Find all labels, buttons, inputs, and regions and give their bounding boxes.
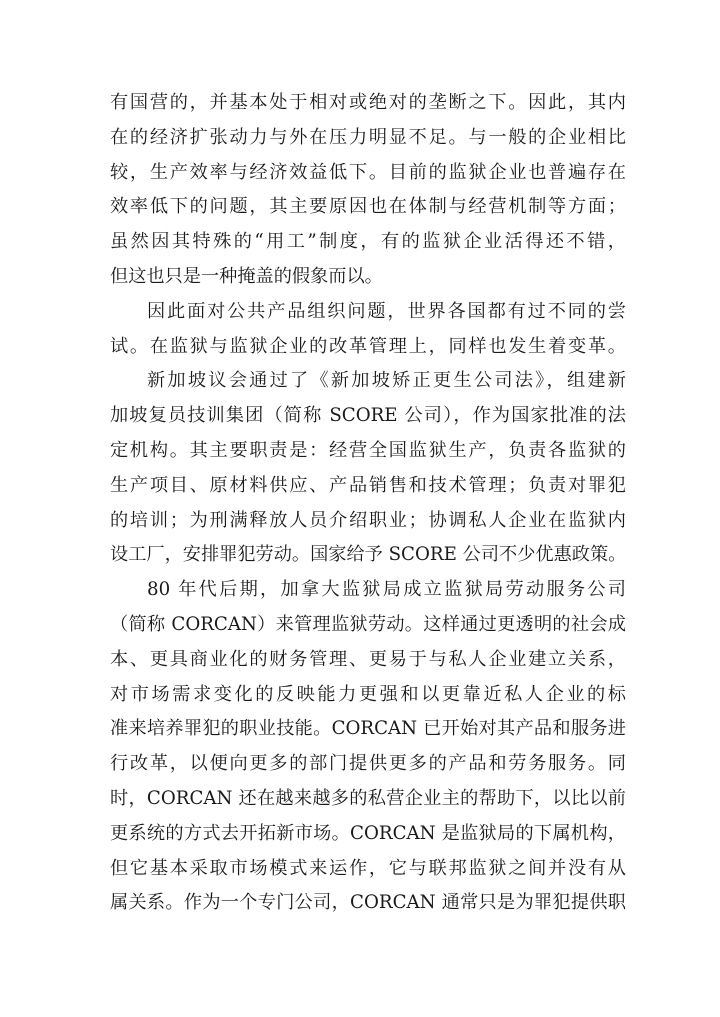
text-line: 本、更具商业化的财务管理、更易于与私人企业建立关系，: [110, 648, 626, 670]
text-line: 但它基本采取市场模式来运作，它与联邦监狱之间并没有从: [110, 857, 626, 879]
text-line: 在的经济扩张动力与外在压力明显不足。与一般的企业相比: [110, 126, 626, 148]
text-line: 80 年代后期，加拿大监狱局成立监狱局劳动服务公司: [147, 579, 626, 601]
text-line: 的培训；为刑满释放人员介绍职业；协调私人企业在监狱内: [110, 509, 626, 531]
text-line: （简称 CORCAN）来管理监狱劳动。这样通过更透明的社会成: [110, 613, 626, 635]
paragraph: [110, 295, 626, 365]
text-line: 有国营的，并基本处于相对或绝对的垄断之下。因此，其内: [110, 92, 626, 113]
text-line: 定机构。其主要职责是：经营全国监狱生产，负责各监狱的: [110, 439, 626, 461]
text-line: 生产项目、原材料供应、产品销售和技术管理；负责对罪犯: [110, 474, 626, 496]
text-line: 加坡复员技训集团（简称 SCORE 公司），作为国家批准的法: [110, 405, 626, 427]
text-line: 因此面对公共产品组织问题，世界各国都有过不同的尝: [147, 300, 626, 322]
text-line: 对市场需求变化的反映能力更强和以更靠近私人企业的标: [110, 683, 626, 705]
body-text: [110, 86, 626, 921]
text-line: 新加坡议会通过了《新加坡矫正更生公司法》，组建新: [147, 370, 626, 392]
text-line: 虽然因其特殊的“用工”制度，有的监狱企业活得还不错，: [110, 231, 626, 253]
paragraph: [110, 573, 626, 921]
paragraph: [110, 86, 626, 295]
paragraph: [110, 364, 626, 573]
text-line: 准来培养罪犯的职业技能。CORCAN 已开始对其产品和服务进: [110, 718, 626, 740]
text-line: 较，生产效率与经济效益低下。目前的监狱企业也普遍存在: [110, 161, 626, 183]
text-line: 试。在监狱与监狱企业的改革管理上，同样也发生着变革。: [110, 335, 626, 357]
text-line: 时，CORCAN 还在越来越多的私营企业主的帮助下，以比以前: [110, 787, 626, 809]
text-line: 但这也只是一种掩盖的假象而以。: [110, 265, 383, 287]
text-line: 属关系。作为一个专门公司，CORCAN 通常只是为罪犯提供职: [110, 892, 626, 914]
text-line: 行改革，以便向更多的部门提供更多的产品和劳务服务。同: [110, 753, 626, 775]
text-line: 效率低下的问题，其主要原因也在体制与经营机制等方面；: [110, 196, 626, 218]
text-line: 更系统的方式去开拓新市场。CORCAN 是监狱局的下属机构，: [110, 822, 626, 844]
text-line: 设工厂，安排罪犯劳动。国家给予 SCORE 公司不少优惠政策。: [110, 544, 626, 566]
